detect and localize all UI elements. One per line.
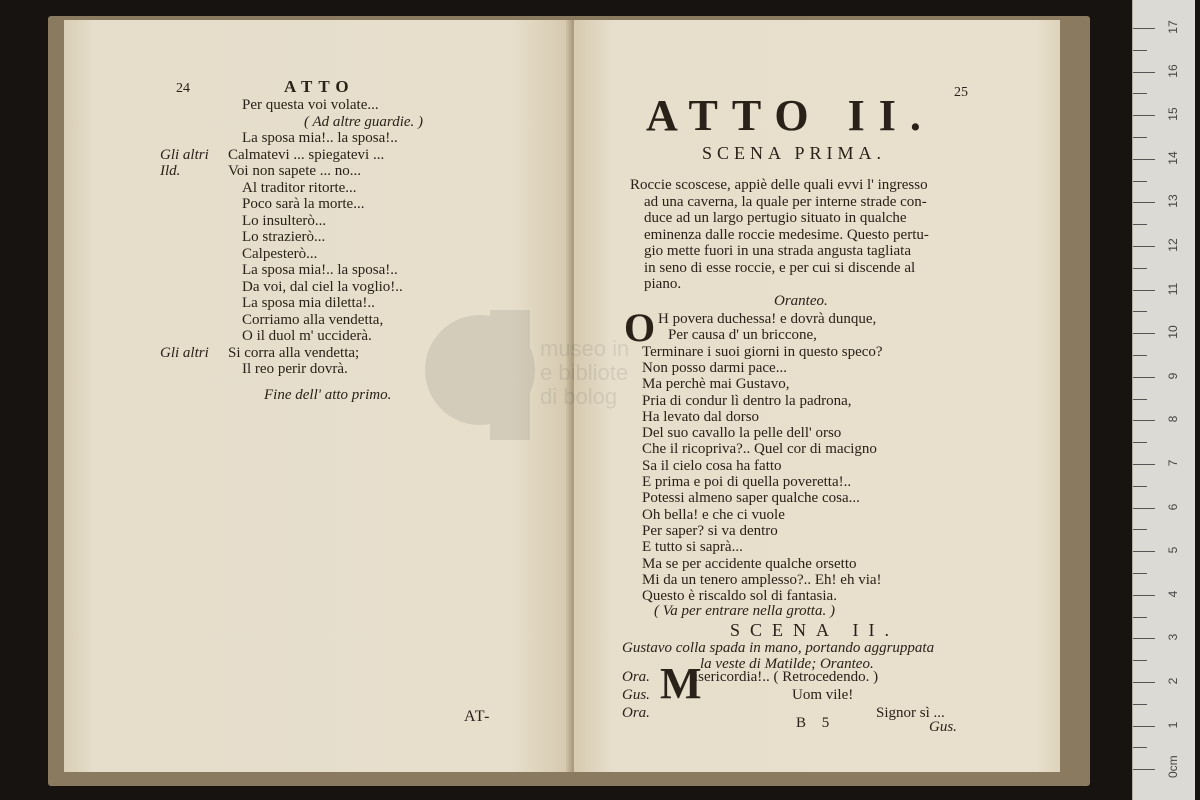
catchword: AT- [464,708,491,725]
ruler-tick [1133,202,1155,203]
verse-line: Del suo cavallo la pelle dell' orso [642,425,842,442]
verse-line: Si corra alla vendetta; [228,344,360,361]
verse-line: Ma se per accidente qualche orsetto [642,555,857,572]
ruler-half-tick [1133,747,1147,748]
speaker-label: Ora. [622,705,650,721]
speaker-label: Gus. [622,687,650,703]
exit-direction: ( Va per entrare nella grotta. ) [654,603,835,619]
verse-line: H povera duchessa! e dovrà dunque, [658,311,877,327]
ruler-tick [1133,595,1155,596]
ruler-tick [1133,115,1155,116]
ruler-half-tick [1133,442,1147,443]
ruler-half-tick [1133,137,1147,138]
verse-line: Oh bella! e che ci vuole [642,506,785,523]
ruler-label: 17 [1166,20,1180,34]
page-number: 24 [176,81,190,96]
verse-line: E prima e poi di quella poveretta!.. [642,474,852,490]
ruler-tick [1133,420,1155,421]
ruler-tick [1133,28,1155,29]
verse-line: Ha levato dal dorso [642,408,760,425]
ruler-half-tick [1133,399,1147,400]
ruler-half-tick [1133,311,1147,312]
stage-direction-line: Roccie scoscese, appiè delle quali evvi l' ingresso [630,177,928,193]
ruler-label: 5 [1166,546,1180,554]
drop-capital: O [624,305,656,350]
ruler-label: 12 [1166,238,1180,252]
act-title: ATTO II. [646,91,935,140]
ruler-label: 1 [1166,721,1180,728]
ruler-tick [1133,464,1155,465]
scene2-direction-line: Gustavo colla spada in mano, portando aggruppata [622,640,935,656]
verse-line: Che il ricopriva?.. Quel cor di macigno [642,441,877,458]
speaker-name: Oranteo. [774,293,828,309]
speaker-label: Ild. [160,163,181,179]
watermark-text-1: museo in [540,336,630,361]
verse-line: Da voi, dal ciel la voglio!.. [242,278,403,295]
ruler-tick [1133,159,1155,160]
verse-line: Questo è riscaldo sol di fantasia. [642,588,837,605]
verse-line: Corriamo alla vendetta, [242,311,384,328]
stage-direction-line: piano. [644,276,682,292]
ruler-label: 14 [1166,151,1180,165]
ruler-label: 0cm [1166,755,1180,779]
ruler-label: 13 [1166,194,1180,209]
museum-watermark [420,280,680,480]
verse-line: Il reo perir dovrà. [242,361,348,377]
verse-line: Mi da un tenero amplesso?.. Eh! eh via! [642,571,882,588]
ruler-label: 3 [1166,634,1180,641]
verse-line: Pria di condur lì dentro la padrona, [642,392,852,409]
stage-direction-line: ad una caverna, la quale per interne strade con- [644,193,927,210]
verse-line: Lo strazierò... [242,229,326,245]
dialogue-line-2: Uom vile! [792,687,854,703]
stage-direction-line: eminenza dalle roccie medesime. Questo pertu- [644,226,929,243]
page-number: 25 [954,85,968,100]
ruler-half-tick [1133,529,1147,530]
ruler-half-tick [1133,660,1147,661]
verse-line: La sposa mia diletta!.. [242,295,375,311]
running-header: ATTO [284,77,355,96]
ruler-tick [1133,551,1155,552]
verse-line: Lo insulterò... [242,212,327,229]
ruler-half-tick [1133,93,1147,94]
ruler-tick [1133,333,1155,334]
ruler-tick [1133,638,1155,639]
catchword: Gus. [929,719,957,735]
signature-mark: B 5 [796,715,836,731]
ruler-label: 10 [1166,325,1180,339]
measuring-ruler [1132,0,1195,800]
verse-line: Per saper? si va dentro [642,522,778,539]
verse-line: Per causa d' un briccone, [668,327,817,344]
ruler-tick [1133,726,1155,727]
verse-line: Ma perchè mai Gustavo, [642,376,790,393]
verse-line: Calpesterò... [242,245,318,262]
ruler-half-tick [1133,355,1147,356]
verse-line: O il duol m' ucciderà. [242,328,372,344]
stage-direction-line: duce ad un largo pertugio situato in qualche [644,210,907,226]
speaker-label: Gli altri [160,146,209,163]
ruler-tick [1133,377,1155,378]
end-note: Fine dell' atto primo. [264,387,392,403]
dialogue-line-1: isericordia!.. ( Retrocedendo. ) [694,669,879,685]
ruler-tick [1133,508,1155,509]
ruler-tick [1133,246,1155,247]
ruler-label: 4 [1166,590,1180,598]
ruler-label: 11 [1166,282,1180,295]
ruler-label: 2 [1166,677,1180,685]
verse-line: Per questa voi volate... [242,97,379,113]
verse-line: Calmatevi ... spiegatevi ... [228,146,385,163]
verse-line: Non posso darmi pace... [642,359,787,376]
ruler-half-tick [1133,486,1147,487]
verse-line: Terminare i suoi giorni in questo speco? [642,343,883,360]
stage-direction-line: gio mette fuori in una strada angusta tagliata [644,243,911,259]
stage-direction-line: in seno di esse roccie, e per cui si discende al [644,259,916,276]
ruler-label: 7 [1166,459,1180,467]
ruler-half-tick [1133,573,1147,574]
ruler-tick [1133,72,1155,73]
ruler-label: 9 [1166,372,1180,380]
verse-line: Al traditor ritorte... [242,179,357,196]
dialogue-line-3: Signor sì ... [876,705,945,721]
ruler-half-tick [1133,617,1147,618]
ruler-label: 15 [1166,107,1180,121]
drop-capital-m: M [660,659,702,708]
verse-line: Voi non sapete ... no... [228,163,362,179]
verse-line: Poco sarà la morte... [242,196,365,212]
ruler-half-tick [1133,268,1147,269]
scene2-direction-line: la veste di Matilde; Oranteo. [700,656,874,672]
verse-line: E tutto si saprà... [642,539,743,556]
ruler-half-tick [1133,224,1147,225]
watermark-text-3: di bolog [540,384,618,409]
verse-line: Sa il cielo cosa ha fatto [642,457,782,474]
verse-line: Potessi almeno saper qualche cosa... [642,490,860,507]
ruler-tick [1133,682,1155,683]
verse-line: ( Ad altre guardie. ) [304,113,424,130]
ruler-label: 16 [1166,63,1180,78]
watermark-text-2: e bibliote [540,360,629,385]
verse-line: La sposa mia!.. la sposa!.. [242,130,398,146]
scene-title: SCENA PRIMA. [702,143,887,163]
ruler-half-tick [1133,50,1147,51]
scene2-title: SCENA II. [730,620,900,640]
verse-line: La sposa mia!.. la sposa!.. [242,262,398,278]
ruler-label: 6 [1166,503,1180,510]
ruler-tick [1133,769,1155,770]
ruler-half-tick [1133,181,1147,182]
speaker-label: Gli altri [160,344,209,361]
ruler-tick [1133,290,1155,291]
ruler-label: 8 [1166,416,1180,423]
ruler-half-tick [1133,704,1147,705]
speaker-label: Ora. [622,669,650,685]
